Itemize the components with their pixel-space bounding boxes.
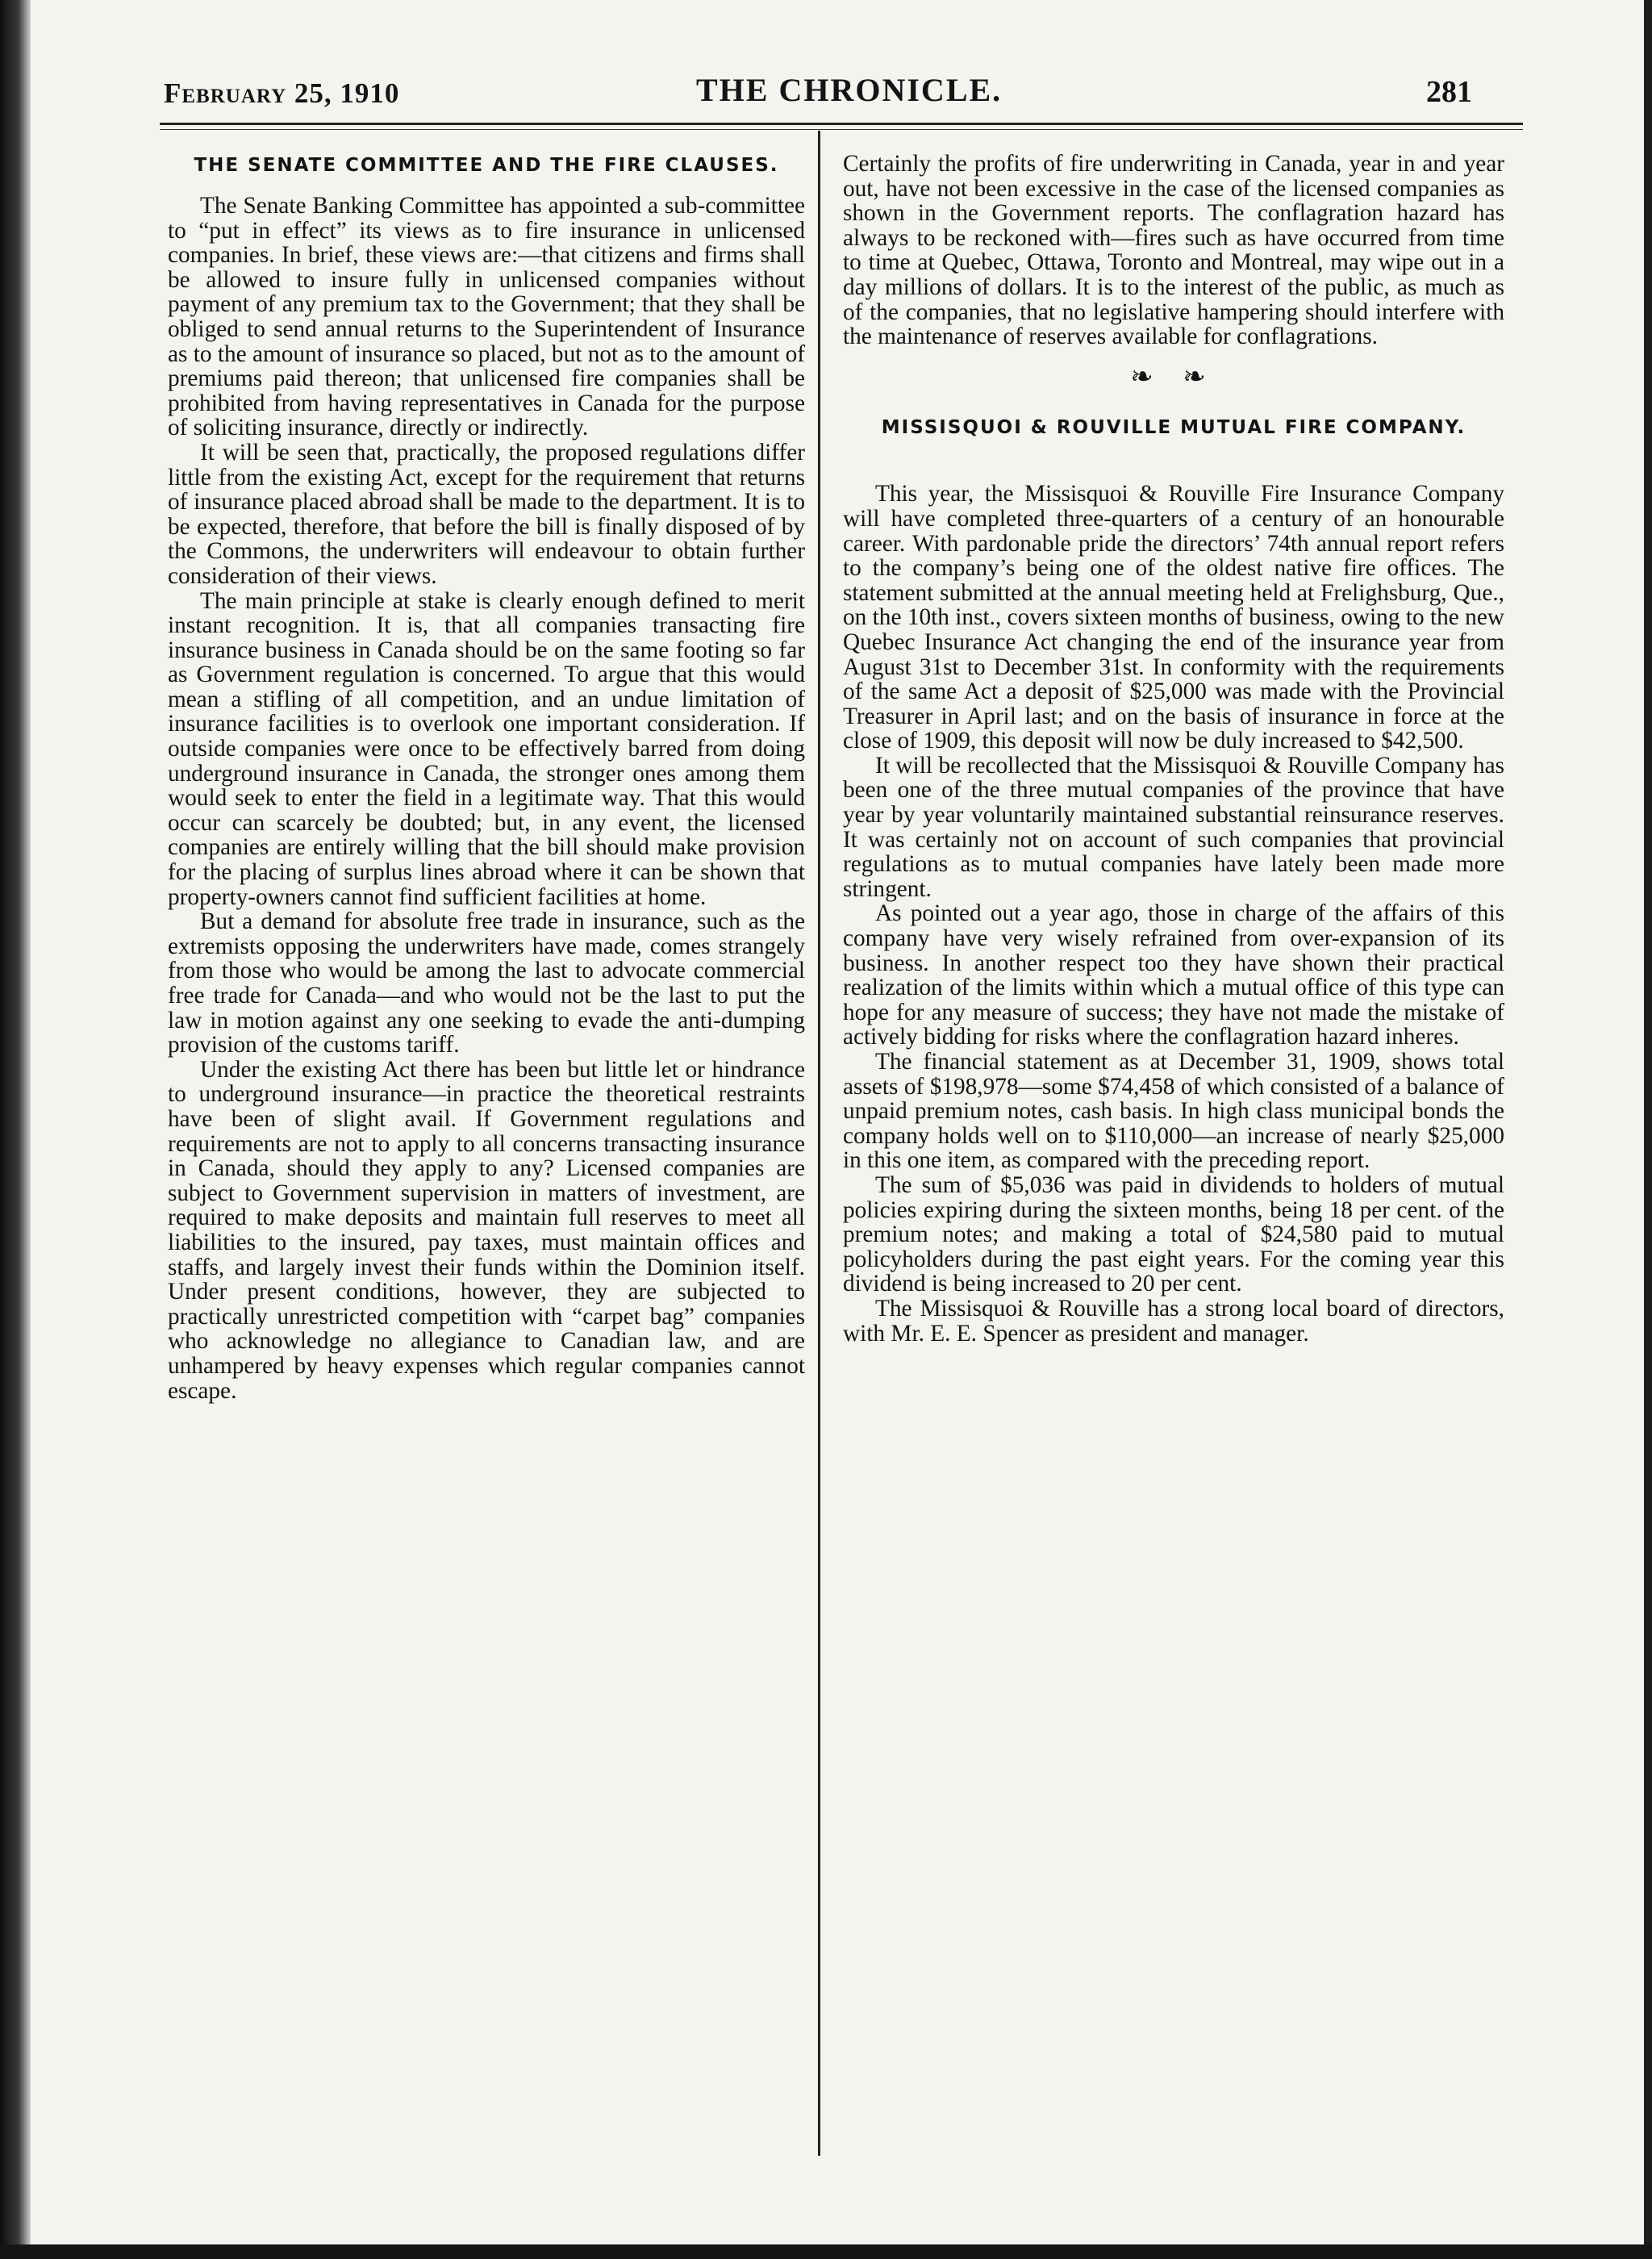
article-paragraph: This year, the Missisquoi & Rouville Fire Insurance Company will have completed three-quarters of a century of an honourable career. With pardonable pride the directors’ 74th annual report refers to the company’s being one of the oldest native fire offices. The statement submitted at the annual meeting held at Frelighsburg, Que., on the 10th inst., covers sixteen months of business, owing to the new Quebec Insurance Act changing the end of the insurance year from August 31st to December 31st. In conformity with the requirements of the same Act a deposit of $25,000 was made with the Provincial Treasurer in April last; and on the basis of insurance in force at the close of 1909, this deposit will now be duly increased to $42,500. [843, 481, 1504, 754]
right-column [843, 152, 1504, 1346]
header-rule-thin [160, 129, 1523, 130]
article-continuation: Certainly the profits of fire underwriting in Canada, year in and year out, have not been excessive in the case of the licensed companies as shown in the Government reports. The conflagration hazard has always to be reckoned with—fires such as have occurred from time to time at Quebec, Ottawa, Toronto and Montreal, may wipe out in a day millions of dollars. It is to the interest of the public, as much as of the companies, that no legislative hampering should interfere with the maintenance of reserves available for conflagrations. [843, 151, 1504, 350]
section-ornament: ❧ ❧ [1130, 361, 1217, 392]
scan-right-edge [1644, 0, 1652, 2259]
article-paragraph: As pointed out a year ago, those in charge of the affairs of this company have very wisely refrained from over-expansion of its business. In another respect too they have shown their practical realization of the limits within which a mutual office of this type can hope for any measure of success; they have not made the mistake of actively bidding for risks where the conflagration hazard inheres. [843, 900, 1504, 1050]
article-paragraph: The Missisquoi & Rouville has a strong local board of directors, with Mr. E. E. Spencer as president and manager. [843, 1295, 1504, 1347]
page-header [31, 0, 1644, 129]
newspaper-page [31, 0, 1644, 2244]
publication-title: THE CHRONICLE. [696, 72, 1003, 108]
article-headline-senate: THE SENATE COMMITTEE AND THE FIRE CLAUSES. [194, 155, 779, 176]
article-paragraph: It will be seen that, practically, the proposed regulations differ little from the existing Act, except for the requirement that returns of insurance placed abroad shall be made to the department. It is to be expected, therefore, that before the bill is finally disposed of by the Commons, the underwriters will endeavour to obtain further consideration of their views. [168, 439, 805, 589]
article-paragraph: The financial statement as at December 31, 1909, shows total assets of $198,978—some $74,458 of which consisted of a balance of unpaid premium notes, cash basis. In high class municipal bonds the company holds well on to $110,000—an increase of nearly $25,000 in this one item, as compared with the preceding report. [843, 1049, 1504, 1174]
article-paragraph: The Senate Banking Committee has appointed a sub-committee to “put in effect” its views as to fire insurance in unlicensed companies. In brief, these views are:—that citizens and firms shall be allowed to insure fully in unlicensed companies without payment of any premium tax to the Government; that they shall be obliged to send annual returns to the Superintendent of Insurance as to the amount of insurance so placed, but not as to the amount of premiums paid thereon; that unlicensed fire companies shall be prohibited from having representatives in Canada for the purpose of soliciting insurance, directly or indirectly. [168, 193, 806, 441]
issue-date: February 25, 1910 [164, 77, 400, 109]
scan-binding-edge [0, 0, 31, 2259]
article-headline-missisquoi: MISSISQUOI & ROUVILLE MUTUAL FIRE COMPANY. [881, 417, 1466, 439]
page-number: 281 [1426, 75, 1472, 109]
article-paragraph: But a demand for absolute free trade in insurance, such as the extremists opposing the underwriters have made, comes strangely from those who would be among the last to advocate commercial free trade for Canada—and who would not be the last to put the law in motion against any one seeking to evade the anti-dumping provision of the customs tariff. [168, 908, 805, 1059]
article-paragraph: The main principle at stake is clearly enough defined to merit instant recognition. It is, that all companies transacting fire insurance business in Canada should be on the same footing so far as Government regulation is concerned. To argue that this would mean a stifling of all competition, and an undue limitation of insurance facilities is to overlook one important consideration. If outside companies were once to be effectively barred from doing underground insurance in Canada, the stronger ones among them would seek to enter the field in a legitimate way. That this would occur can scarcely be doubted; but, in any event, the licensed companies are entirely willing that the bill should make provision for the placing of surplus lines abroad where it can be shown that property-owners cannot find sufficient facilities at home. [168, 587, 805, 910]
article-paragraph: It will be recollected that the Missisquoi & Rouville Company has been one of the three mutual companies of the province that have year by year voluntarily maintained substantial reinsurance reserves. It was certainly not on account of such companies that provincial regulations as to mutual companies have lately been made more stringent. [843, 752, 1504, 902]
article-paragraph: Under the existing Act there has been but little let or hindrance to underground insurance—in practice the theoretical restraints have been of slight avail. If Government regulations and requirements are not to apply to all concerns transacting insurance in Canada, should they apply to any? Licensed companies are subject to Government supervision in matters of investment, are required to make deposits and maintain full reserves to meet all liabilities to the insured, pay taxes, must maintain offices and staffs, and largely invest their funds within the Dominion itself. Under present conditions, however, they are subjected to practically unrestricted competition with “carpet bag” companies who acknowledge no allegiance to Canadian law, and are unhampered by heavy expenses which regular companies cannot escape. [168, 1056, 805, 1404]
article-paragraph: The sum of $5,036 was paid in dividends to holders of mutual policies expiring during the sixteen months, being 18 per cent. of the premium notes; and making a total of $24,580 paid to mutual policyholders during the past eight years. For the coming year this dividend is being increased to 20 per cent. [843, 1171, 1504, 1297]
header-rule [160, 123, 1523, 125]
column-divider [818, 131, 820, 2156]
left-column [168, 152, 805, 1403]
scan-bottom-edge [0, 2244, 1652, 2259]
